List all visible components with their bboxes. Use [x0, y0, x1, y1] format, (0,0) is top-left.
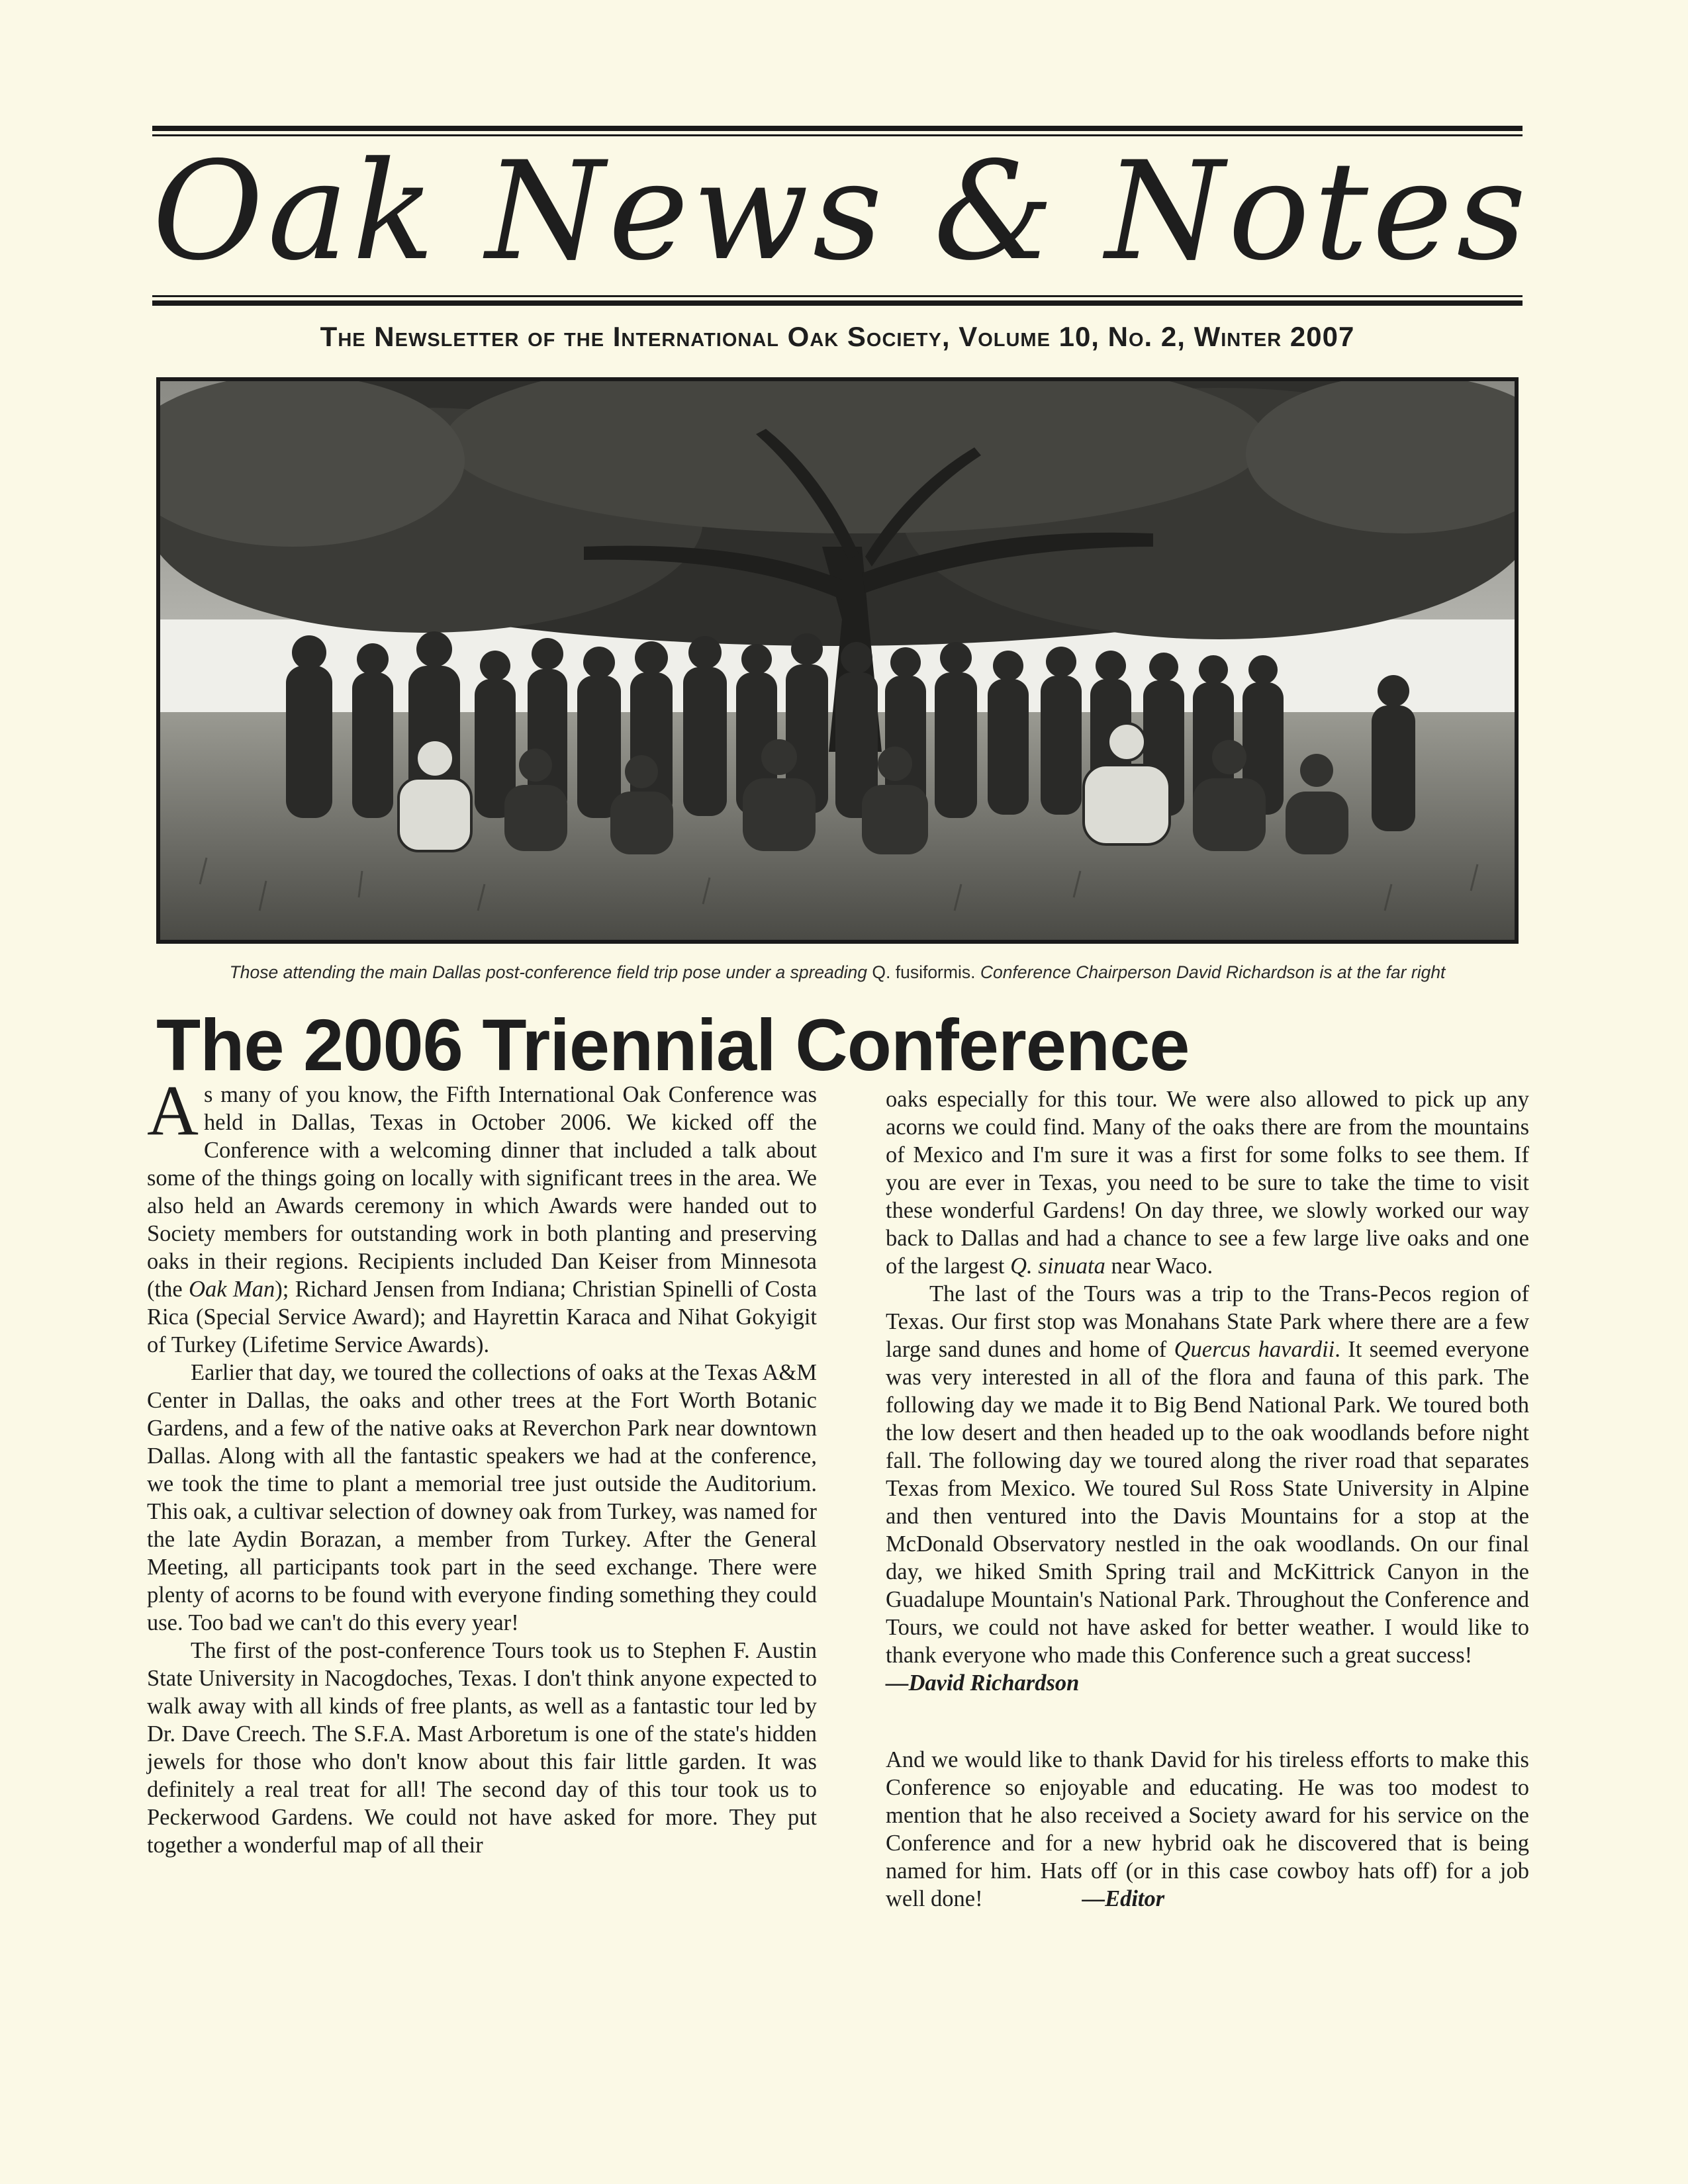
author-signature: —David Richardson — [886, 1670, 1080, 1696]
newsletter-title: Oak News & Notes — [152, 133, 1530, 291]
species-havardii: Quercus havardii — [1174, 1337, 1335, 1362]
editor-signature: —Editor — [1082, 1886, 1165, 1911]
paragraph-4: oaks especially for this tour. We were also allowed to pick up any acorns we could find. Many of the oaks there are from the mountains of Mexico and I'm sure it was a first for some folks to see them. If you are ever in Texas, you need to be sure to take the time to visit these wonderful Gardens! On day three, we slowly worked our way back to Dallas and had a chance to see a few large live oaks and one of the largest Q. sinuata near Waco. — [886, 1087, 1529, 1279]
paragraph-2: Earlier that day, we toured the collections of oaks at the Texas A&M Center in Dallas, the oaks and other trees at the Fort Worth Botanic Gardens, and a few of the native oaks at Reverchon Park near downtown Dallas. Along with all the fantastic speakers we had at the conference, we took the time to plant a memorial tree just outside the Auditorium. This oak, a cultivar selection of downey oak from Turkey, was named for the late Aydin Borazan, a member from Turkey. After the General Meeting, all participants took part in the seed exchange. There were plenty of acorns to be found with everyone finding something they could use. Too bad we can't do this every year! — [147, 1360, 817, 1635]
article-column-left — [147, 1071, 818, 1859]
paragraph-1: As many of you know, the Fifth International Oak Conference was held in Dallas, Texas in October 2006. We kicked off the Conference with a welcoming dinner that included a talk about some of the things going on locally with significant trees in the area. We also held an Awards ceremony in which Awards were handed out to Society members for outstanding work in both planting and preserving oaks in their regions. Recipients included Dan Keiser from Minnesota (the Oak Man); Richard Jensen from Indiana; Christian Spinelli of Costa Rica (Special Service Award); and Hayrettin Karaca and Nihat Gokyigit of Turkey (Lifetime Service Awards). — [147, 1071, 818, 1357]
caption-species: Q. fusiformis. — [872, 962, 976, 982]
editor-note: And we would like to thank David for his tireless efforts to make this Conference so enjoyable and educating. He was too modest to mention that he also received a Society award for his service on the Conference and for a new hybrid oak he discovered that is being named for him. Hats off (or in this case cowboy hats off) for a job well done! —Editor — [886, 1747, 1529, 1911]
species-sinuata: Q. sinuata — [1010, 1253, 1105, 1279]
newsletter-subtitle: The Newsletter of the International Oak Society, Volume 10, No. 2, Winter 2007 — [320, 321, 1355, 352]
oak-man-italic: Oak Man — [189, 1277, 275, 1302]
oak-tree-group-illustration — [160, 381, 1515, 940]
article-column-right — [886, 1085, 1529, 1913]
drop-cap: A — [147, 1071, 199, 1150]
group-photo — [156, 377, 1519, 944]
paragraph-5: The last of the Tours was a trip to the Trans-Pecos region of Texas. Our first stop was Monahans State Park where there are a few large sand dunes and home of Quercus havardii. It seemed everyone was very interested in all of the flora and fauna of this park. The following day we made it to Big Bend National Park. We toured both the low desert and then headed up to the oak woodlands before night fall. The following day we toured along the river road that separates Texas from Mexico. We toured Sul Ross State University in Alpine and then ventured into the Davis Mountains for a stop at the McDonald Observatory nestled in the oak woodlands. On our final day, we hiked Smith Spring trail and McKittrick Canyon in the Guadalupe Mountain's National Park. Throughout the Conference and Tours, we could not have asked for better weather. I would like to thank everyone who made this Conference such a great success! — [886, 1281, 1529, 1668]
paragraph-3: The first of the post-conference Tours took us to Stephen F. Austin State University in Nacogdoches, Texas. I don't think anyone expected to walk away with all kinds of free plants, as well as a fantastic tour led by Dr. Dave Creech. The S.F.A. Mast Arboretum is one of the state's hidden jewels for those who don't know about this fair little garden. It was definitely a real treat for all! The second day of this tour took us to Peckerwood Gardens. We could not have asked for more. They put together a wonderful map of all their — [147, 1638, 817, 1858]
masthead-bottom-rule-thick — [152, 300, 1523, 306]
photo-caption: Those attending the main Dallas post-conference field trip pose under a spreading Q. fusiformis. Conference Chairperson David Richardson is at the far right — [229, 962, 1446, 982]
masthead-bottom-rule-thin — [152, 295, 1523, 297]
article-headline: The 2006 Triennial Conference — [156, 1005, 1190, 1086]
